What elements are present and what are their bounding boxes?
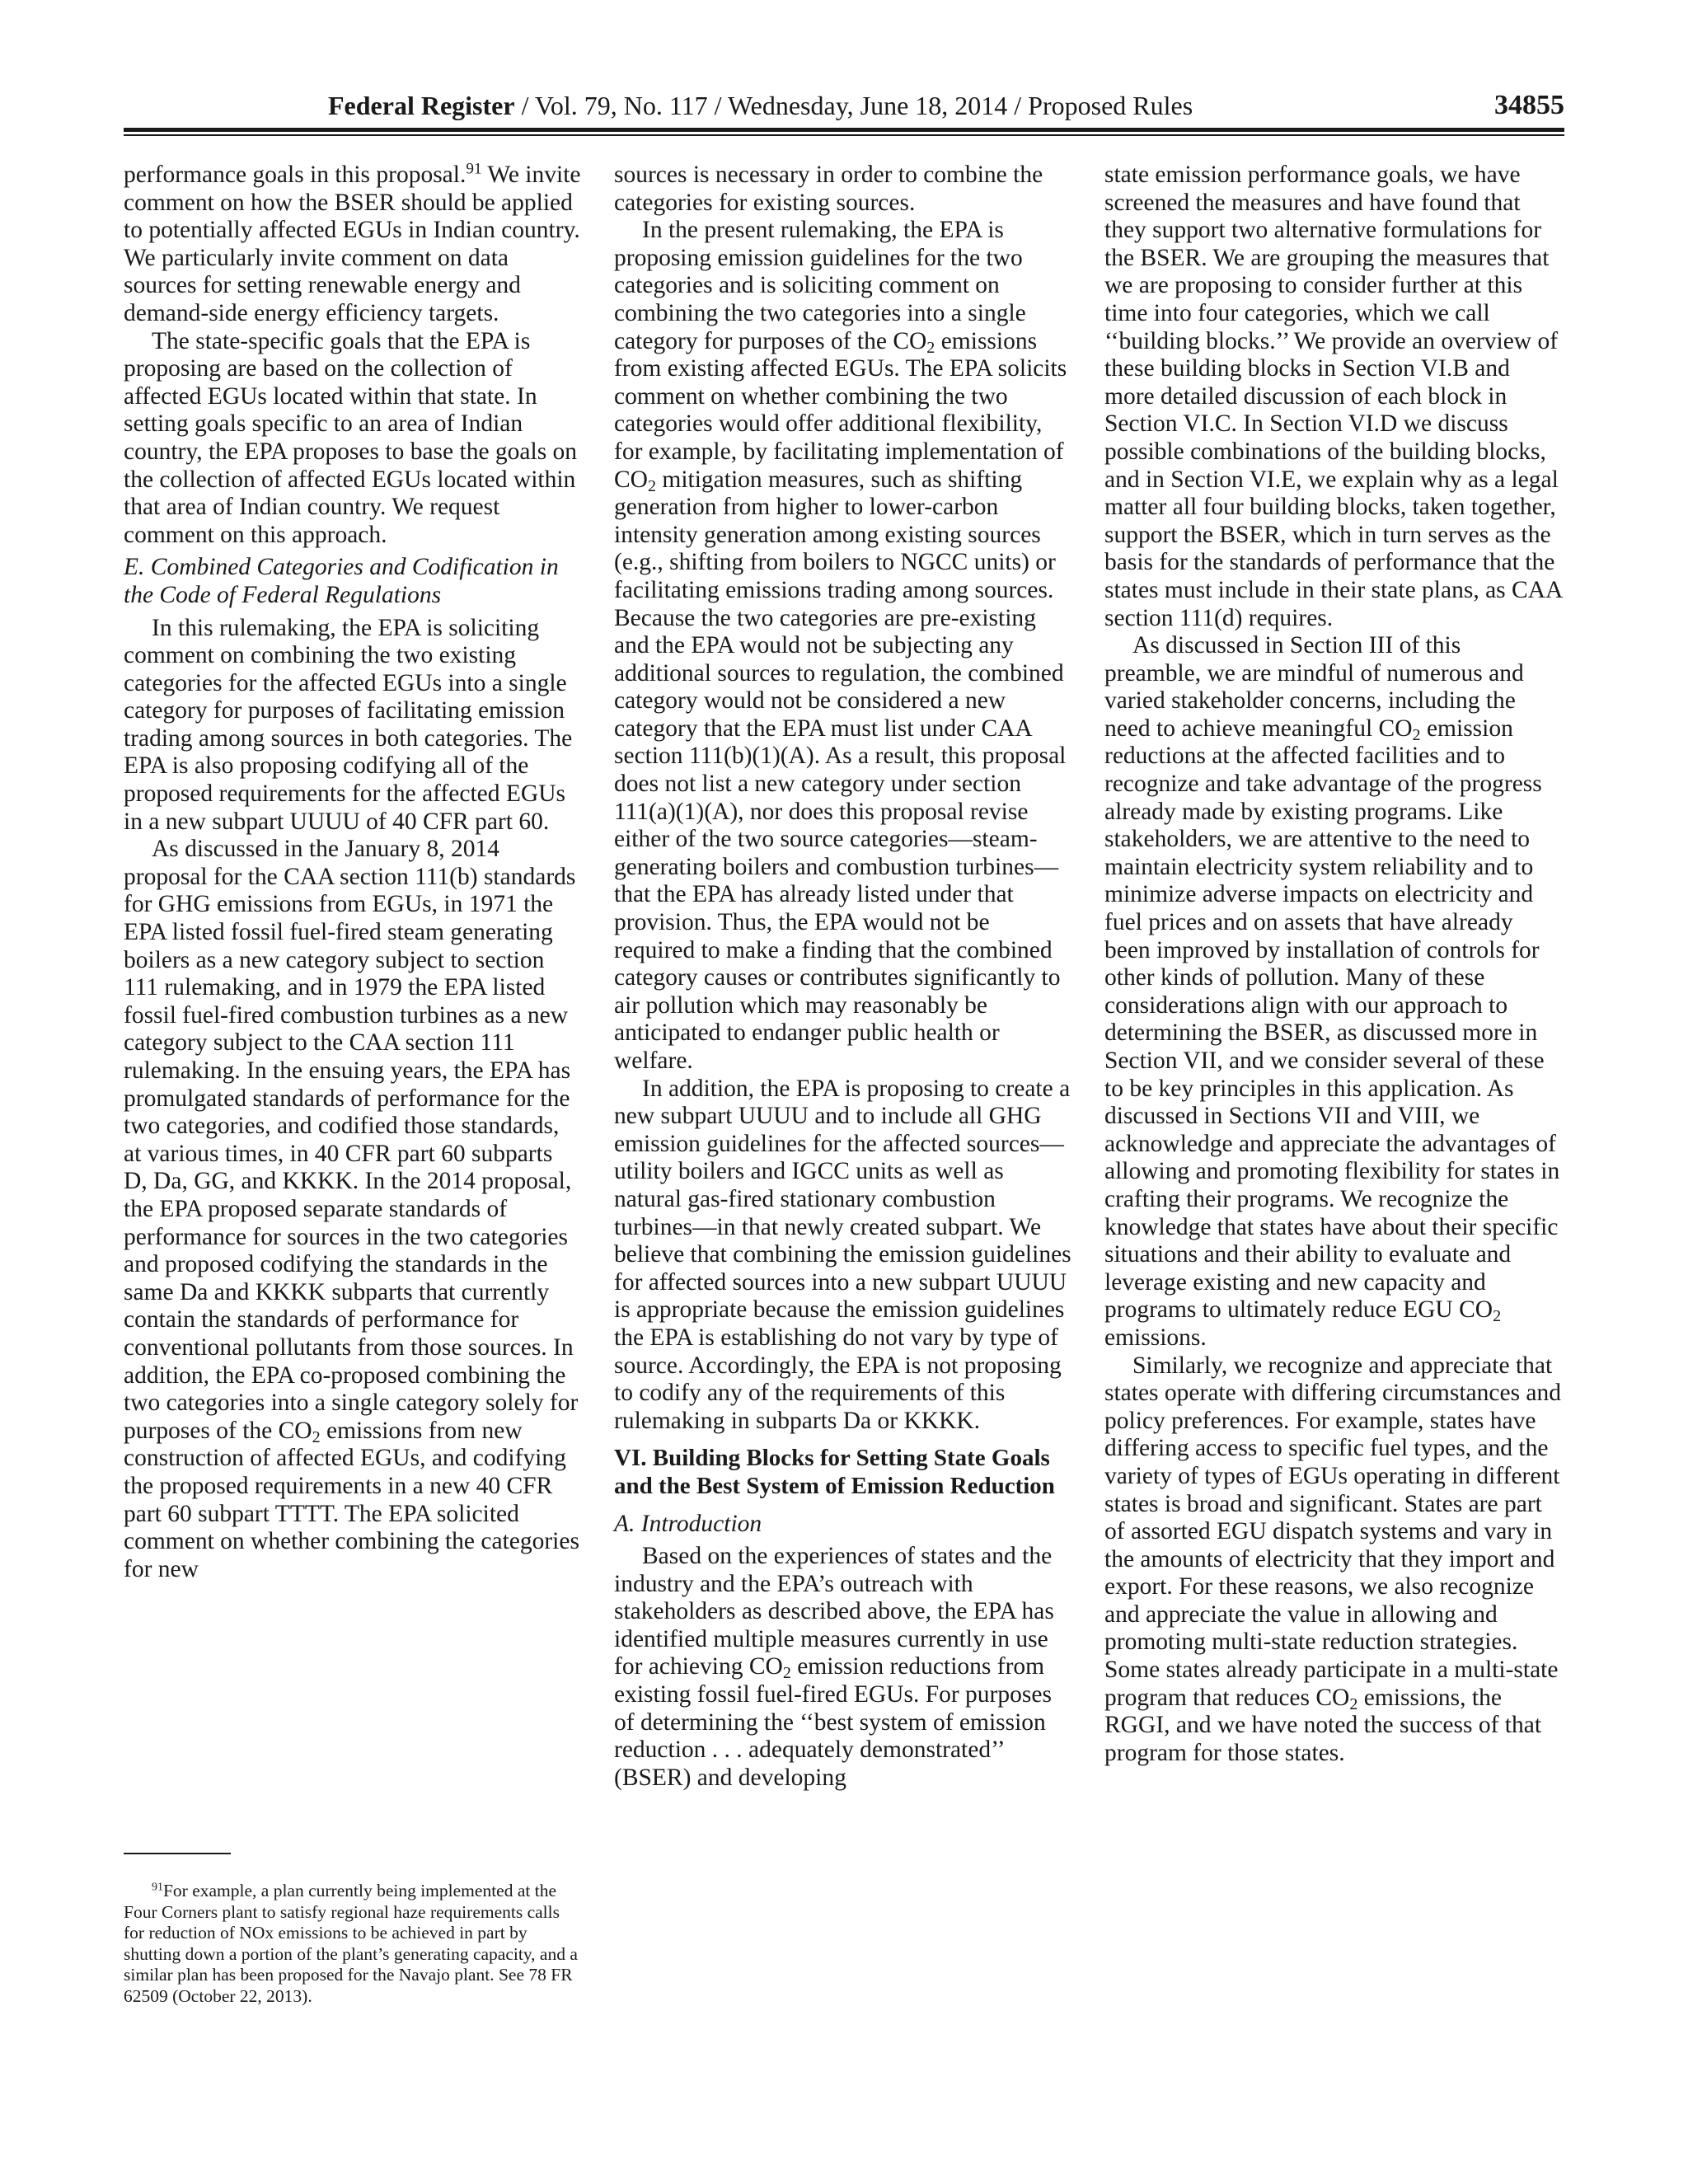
paragraph: performance goals in this proposal.$^{91}$ We invite comment on how the BSER should be applied to potentially affected EGUs in Indian country. We particularly invite comment on data sources for setting renewable energy and demand-side energy efficiency targets. <box>124 160 581 326</box>
paragraph: state emission performance goals, we have screened the measures and have found that they support two alternative formulations for the BSER. We are grouping the measures that we are proposing to consider further at this time into four categories, which we call ‘‘building blocks.’’ We provide an overview of these building blocks in Section VI.B and more detailed discussion of each block in Section VI.C. In Section VI.D we discuss possible combinations of the building blocks, and in Section VI.E, we explain why as a legal matter all four building blocks, taken together, support the BSER, which in turn serves as the basis for the standards of performance that the states must include in their state plans, as CAA section 111(d) requires. <box>1104 162 1562 631</box>
paragraph: In this rulemaking, the EPA is soliciting comment on combining the two existing categories for the affected EGUs into a single category for purposes of facilitating emission trading among sources in both categories. The EPA is also proposing codifying all of the proposed requirements for the affected EGUs in a new subpart UUUU of 40 CFR part 60. <box>124 614 573 835</box>
paragraph: In addition, the EPA is proposing to create a new subpart UUUU and to include all GHG emission guidelines for the affected sources—utility boilers and IGCC units as well as natural gas-fired stationary combustion turbines—in that newly created subpart. We believe that combining the emission guidelines for affected sources into a new subpart UUUU is appropriate because the emission guidelines the EPA is establishing do not vary by type of source. Accordingly, the EPA is not proposing to codify any of the requirements of this rulemaking in subparts Da or KKKK. <box>614 1075 1071 1434</box>
section-heading-a: A. Introduction <box>614 1510 762 1537</box>
paragraph: As discussed in the January 8, 2014 proposal for the CAA section 111(b) standards for GHG emissions from EGUs, in 1971 the EPA listed fossil fuel-fired steam generating boilers as a new category subject to section 111 rulemaking, and in 1979 the EPA listed fossil fuel-fired combustion turbines as a new category subject to the CAA section 111 rulemaking. In the ensuing years, the EPA has promulgated standards of performance for the two categories, and codified those standards, at various times, in 40 CFR part 60 subparts D, Da, GG, and KKKK. In the 2014 proposal, the EPA proposed separate standards of performance for sources in the two categories and proposed codifying the standards in the same Da and KKKK subparts that currently contain the standards of performance for conventional pollutants from those sources. In addition, the EPA co-proposed combining the two categories into a single category solely for purposes of the $CO_2$ emissions from new construction of affected EGUs, and codifying the proposed requirements in a new 40 CFR part 60 subpart TTTT. The EPA solicited comment on whether combining the categories for new <box>124 836 579 1582</box>
paragraph: As discussed in Section III of this preamble, we are mindful of numerous and varied stakeholder concerns, including the need to achieve meaningful $CO_2$ emission reductions at the affected facilities and to recognize and take advantage of the progress already made by existing programs. Like stakeholders, we are attentive to the need to maintain electricity system reliability and to minimize adverse impacts on electricity and fuel prices and on assets that have already been improved by installation of controls for other kinds of pollution. Many of these considerations align with our approach to determining the BSER, as discussed more in Section VII, and we consider several of these to be key principles in this application. As discussed in Sections VII and VIII, we acknowledge and appreciate the advantages of allowing and promoting flexibility for states in crafting their programs. We recognize the knowledge that states have about their specific situations and their ability to evaluate and leverage existing and new capacity and programs to ultimately reduce EGU $CO_2$ emissions. <box>1104 632 1560 1351</box>
header-rule-thin <box>124 134 1564 136</box>
page-number: 34855 <box>1494 90 1564 120</box>
header-issue: / Vol. 79, No. 117 / Wednesday, June 18, 2014 / Proposed Rules <box>514 91 1193 120</box>
header-citation <box>328 89 1193 122</box>
header-rule-thick <box>124 128 1564 132</box>
paragraph: Similarly, we recognize and appreciate that states operate with differing circumstances and policy preferences. For example, states have differing access to specific fuel types, and the variety of types of EGUs operating in different states is broad and significant. States are part of assorted EGU dispatch systems and vary in the amounts of electricity that they import and export. For these reasons, we also recognize and appreciate the value in allowing and promoting multi-state reduction strategies. Some states already participate in a multi-state program that reduces $CO_2$ emissions, the RGGI, and we have noted the success of that program for those states. <box>1104 1352 1562 1766</box>
footnote-ref[interactable]: 91 <box>466 160 482 178</box>
footnote <box>124 1881 581 2007</box>
paragraph: Based on the experiences of states and the industry and the EPA’s outreach with stakeholders as described above, the EPA has identified multiple measures currently in use for achieving $CO_2$ emission reductions from existing fossil fuel-fired EGUs. For purposes of determining the ‘‘best system of emission reduction . . . adequately demonstrated’’ (BSER) and developing <box>614 1543 1054 1791</box>
column-1 <box>124 162 581 1583</box>
footnote-rule <box>124 1853 231 1854</box>
paragraph: In the present rulemaking, the EPA is proposing emission guidelines for the two categories and is soliciting comment on combining the two categories into a single category for purposes of the $CO_2$ emissions from existing affected EGUs. The EPA solicits comment on whether combining the two categories would offer additional flexibility, for example, by facilitating implementation of $CO_2$ mitigation measures, such as shifting generation from higher to lower-carbon intensity generation among existing sources (e.g., shifting from boilers to NGCC units) or facilitating emissions trading among sources. Because the two categories are pre-existing and the EPA would not be subjecting any additional sources to regulation, the combined category would not be considered a new category that the EPA must list under CAA section 111(b)(1)(A). As a result, this proposal does not list a new category under section 111(a)(1)(A), nor does this proposal revise either of the two source categories—steam-generating boilers and combustion turbines—that the EPA has already listed under that provision. Thus, the EPA would not be required to make a finding that the combined category causes or contributes significantly to air pollution which may reasonably be anticipated to endanger public health or welfare. <box>614 217 1067 1074</box>
header-publication: Federal Register <box>328 91 515 120</box>
paragraph: sources is necessary in order to combine the categories for existing sources. <box>614 162 1043 216</box>
column-3 <box>1104 162 1562 1767</box>
footnote-number: 91 <box>152 1881 163 1894</box>
paragraph: The state-specific goals that the EPA is proposing are based on the collection of affected EGUs located within that state. In setting goals specific to an area of Indian country, the EPA proposes to base the goals on the collection of affected EGUs located within that area of Indian country. We request comment on this approach. <box>124 327 578 548</box>
section-heading-vi: VI. Building Blocks for Setting State Goals and the Best System of Emission Reduction <box>614 1445 1055 1499</box>
footnote-text: $^{91}$For example, a plan currently being implemented at the Four Corners plant to satisfy regional haze requirements calls for reduction of NOx emissions to be achieved in part by shutting down a portion of the plant’s generating capacity, and a similar plan has been proposed for the Navajo plant. See 78 FR 62509 (October 22, 2013). <box>124 1881 578 2006</box>
running-header <box>124 89 1564 122</box>
section-heading-e: E. Combined Categories and Codification in the Code of Federal Regulations <box>124 554 559 608</box>
column-2 <box>614 162 1071 1792</box>
